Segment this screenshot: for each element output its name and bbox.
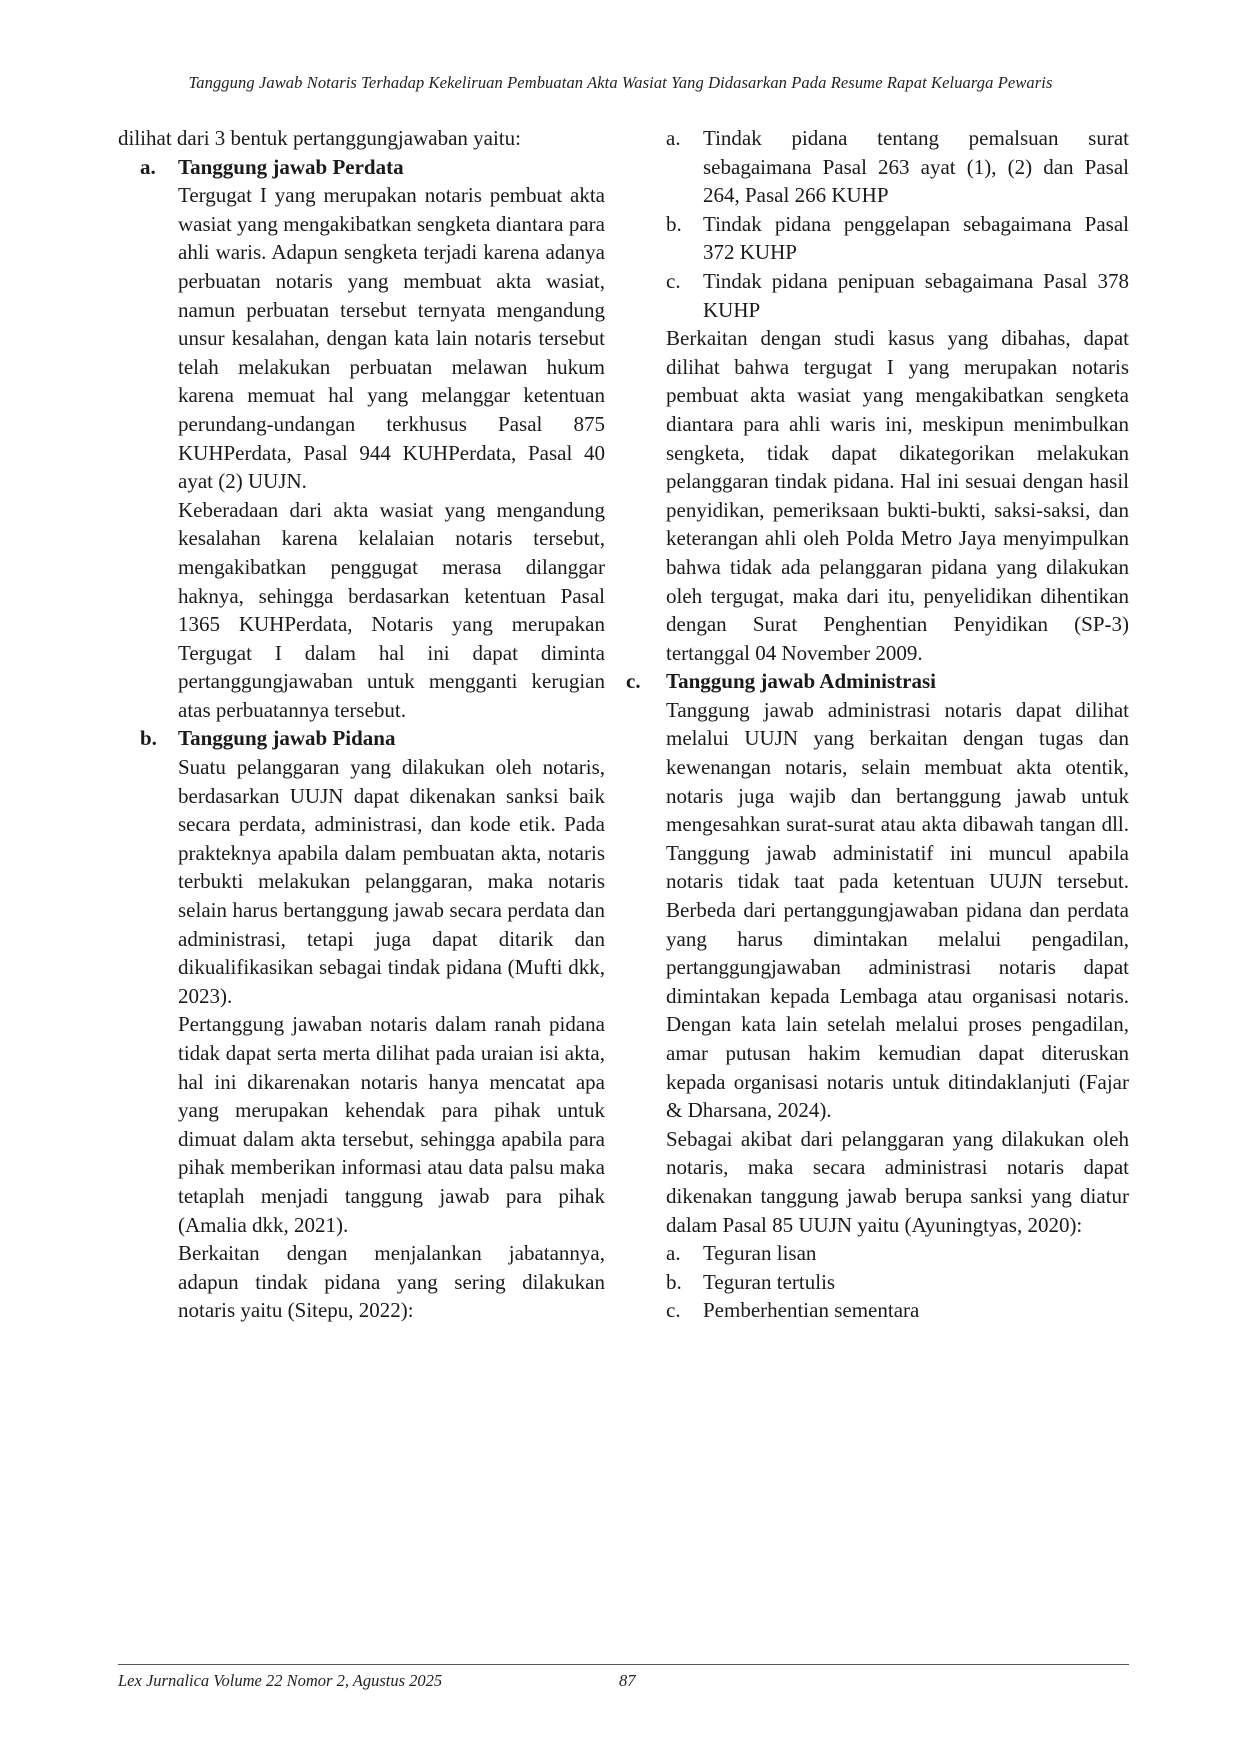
- body-paragraph: Keberadaan dari akta wasiat yang mengandung kesalahan karena kelalaian notaris tersebut, mengakibatkan penggugat merasa dilanggar haknya, sehingga berdasarkan ketentuan Pasal 1365 KUHPerdata, Notaris yang merupakan Tergugat I dalam hal ini dapat diminta pertanggungjawaban untuk mengganti kerugian atas perbuatannya tersebut.: [178, 497, 605, 722]
- list-item: [666, 1268, 1129, 1297]
- list-label: b.: [666, 1269, 682, 1294]
- list-text: Teguran tertulis: [703, 1269, 836, 1294]
- section-criminal-liability: [118, 724, 605, 1324]
- body-paragraph: Berkaitan dengan menjalankan jabatannya, adapun tindak pidana yang sering dilakukan notaris yaitu (Sitepu, 2022):: [178, 1241, 605, 1323]
- body-paragraph: Sebagai akibat dari pelanggaran yang dilakukan oleh notaris, maka secara administrasi notaris dapat dikenakan tanggung jawab berupa sanksi yang diatur dalam Pasal 85 UUJN yaitu (Ayuningtyas, 2020):: [666, 1126, 1129, 1237]
- body-paragraph: Tergugat I yang merupakan notaris pembuat akta wasiat yang mengakibatkan sengketa diantara para ahli waris. Adapun sengketa terjadi karena adanya perbuatan notaris yang membuat akta wasiat, namun perbuatan tersebut ternyata mengandung unsur kesalahan, dengan kata lain notaris tersebut telah melakukan perbuatan melawan hukum karena memuat hal yang melanggar ketentuan perundang-undangan terkhusus Pasal 875 KUHPerdata, Pasal 944 KUHPerdata, Pasal 40 ayat (2) UUJN.: [178, 183, 605, 494]
- list-text: Pemberhentian sementara: [703, 1298, 920, 1323]
- page-number: 87: [619, 1671, 636, 1690]
- list-label: a.: [666, 1241, 681, 1266]
- running-header: Tanggung Jawab Notaris Terhadap Kekeliruan Pembuatan Akta Wasiat Yang Didasarkan Pada Resume Rapat Keluarga Pewaris: [188, 73, 1053, 92]
- list-text: Teguran lisan: [703, 1241, 817, 1266]
- body-paragraph: Suatu pelanggaran yang dilakukan oleh notaris, berdasarkan UUJN dapat dikenakan sanksi baik secara perdata, administrasi, dan kode etik. Pada prakteknya apabila dalam pembuatan akta, notaris terbukti melakukan pelanggaran, maka notaris selain harus bertanggung jawab secara perdata dan administrasi, tetapi juga dapat ditarik dan dikualifikasikan sebagai tindak pidana (Mufti dkk, 2023).: [178, 755, 605, 1008]
- list-label: b.: [666, 211, 682, 236]
- body-paragraph: Tanggung jawab administrasi notaris dapat dilihat melalui UUJN yang berkaitan dengan tugas dan kewenangan notaris, selain membuat akta otentik, notaris juga wajib dan bertanggung jawab untuk mengesahkan surat-surat atau akta dibawah tangan dll. Tanggung jawab administatif ini muncul apabila notaris tidak taat pada ketentuan UUJN tersebut. Berbeda dari pertanggungjawaban pidana dan perdata yang harus dimintakan melalui pengadilan, pertanggungjawaban administrasi notaris dapat dimintakan kepada Lembaga atau organisasi notaris. Dengan kata lain setelah melalui proses pengadilan, amar putusan hakim kemudian dapat diteruskan kepada organisasi notaris untuk ditindaklanjuti (Fajar & Dharsana, 2024).: [666, 697, 1129, 1123]
- section-title: Tanggung jawab Pidana: [178, 726, 396, 751]
- footer-rule: [118, 1664, 1129, 1665]
- section-administrative-liability: [626, 667, 1129, 1325]
- left-column: [118, 124, 605, 1325]
- section-label: b.: [140, 726, 157, 751]
- section-title: Tanggung jawab Perdata: [178, 154, 404, 179]
- section-label: c.: [626, 669, 641, 694]
- list-item: [666, 1239, 1129, 1268]
- section-civil-liability: [118, 153, 605, 725]
- section-label: a.: [140, 154, 156, 179]
- body-paragraph: Berkaitan dengan studi kasus yang dibahas, dapat dilihat bahwa tergugat I yang merupakan notaris pembuat akta wasiat yang mengakibatkan sengketa diantara para ahli waris ini, meskipun menimbulkan sengketa, tidak dapat dikategorikan melakukan pelanggaran tindak pidana. Hal ini sesuai dengan hasil penyidikan, pemeriksaan bukti-bukti, saksi-saksi, dan keterangan ahli oleh Polda Metro Jaya menyimpulkan bahwa tidak ada pelanggaran pidana yang dilakukan oleh tergugat, maka dari itu, penyelidikan dihentikan dengan Surat Penghentian Penyidikan (SP-3) tertanggal 04 November 2009.: [666, 326, 1129, 665]
- right-column: [626, 124, 1129, 1325]
- section-title: Tanggung jawab Administrasi: [666, 669, 936, 694]
- list-item: [666, 267, 1129, 324]
- list-label: c.: [666, 1298, 681, 1323]
- intro-paragraph: dilihat dari 3 bentuk pertanggungjawaban yaitu:: [118, 126, 521, 150]
- sanction-list: [666, 1239, 1129, 1325]
- crime-list: [666, 124, 1129, 324]
- list-label: c.: [666, 268, 681, 293]
- list-text: Tindak pidana penipuan sebagaimana Pasal 378 KUHP: [703, 268, 1129, 322]
- body-paragraph: Pertanggung jawaban notaris dalam ranah pidana tidak dapat serta merta dilihat pada uraian isi akta, hal ini dikarenakan notaris hanya mencatat apa yang merupakan kehendak para pihak untuk dimuat dalam akta tersebut, sehingga apabila para pihak memberikan informasi atau data palsu maka tetaplah menjadi tanggung jawab para pihak (Amalia dkk, 2021).: [178, 1012, 605, 1237]
- list-text: Tindak pidana penggelapan sebagaimana Pasal 372 KUHP: [703, 211, 1129, 265]
- list-item: [666, 210, 1129, 267]
- list-item: [666, 124, 1129, 210]
- list-text: Tindak pidana tentang pemalsuan surat sebagaimana Pasal 263 ayat (1), (2) dan Pasal 264, Pasal 266 KUHP: [703, 126, 1129, 208]
- list-item: [666, 1296, 1129, 1325]
- footer-journal-title: Lex Jurnalica Volume 22 Nomor 2, Agustus 2025: [118, 1671, 443, 1690]
- list-label: a.: [666, 126, 681, 150]
